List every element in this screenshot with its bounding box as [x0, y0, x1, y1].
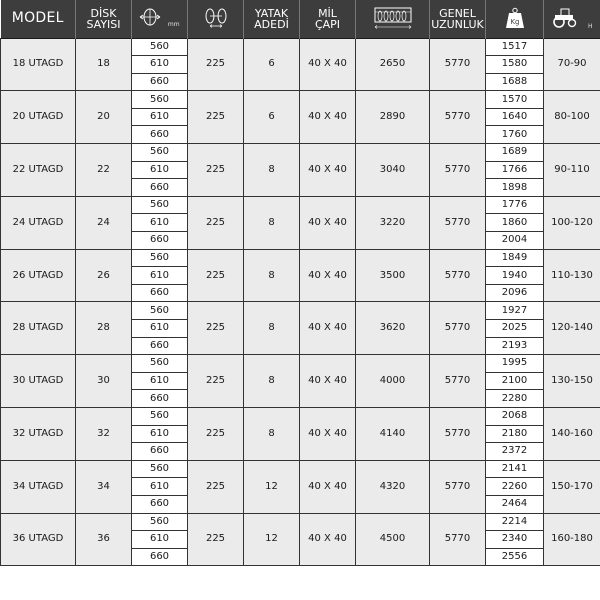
diameter-cell: 560: [132, 513, 188, 531]
diameter-cell: 660: [132, 284, 188, 302]
bearing-count-cell: 8: [244, 407, 300, 460]
diameter-cell: 660: [132, 232, 188, 250]
weight-cell: 2141: [486, 460, 544, 478]
length-cell: 5770: [430, 513, 486, 566]
header-length-line1: GENEL: [439, 6, 476, 20]
shaft-cell: 40 X 40: [300, 407, 356, 460]
spacing-cell: 225: [188, 91, 244, 144]
power-cell: 150-170: [544, 460, 600, 513]
bearing-count-cell: 6: [244, 38, 300, 91]
weight-cell: 2260: [486, 478, 544, 496]
disk-count-cell: 34: [76, 460, 132, 513]
model-cell: 24 UTAGD: [1, 196, 76, 249]
header-power: [544, 0, 600, 38]
header-bearing-line2: ADEDİ: [254, 17, 289, 31]
table-row: [1, 407, 600, 425]
header-disk-count-line2: SAYISI: [86, 17, 121, 31]
disk-count-cell: 18: [76, 38, 132, 91]
diameter-cell: 610: [132, 214, 188, 232]
header-bearing-line1: YATAK: [254, 6, 289, 20]
width-cell: 3220: [356, 196, 430, 249]
diameter-cell: 560: [132, 144, 188, 162]
header-disk-count: [76, 0, 132, 38]
spacing-cell: 225: [188, 302, 244, 355]
diameter-cell: 560: [132, 355, 188, 373]
table-row: [1, 249, 600, 267]
diameter-cell: 560: [132, 249, 188, 267]
disk-count-cell: 32: [76, 407, 132, 460]
model-cell: 20 UTAGD: [1, 91, 76, 144]
length-cell: 5770: [430, 460, 486, 513]
diameter-unit: mm: [167, 20, 180, 28]
width-cell: 2650: [356, 38, 430, 91]
spec-body: [1, 38, 600, 566]
bearing-count-cell: 8: [244, 249, 300, 302]
shaft-cell: 40 X 40: [300, 460, 356, 513]
header-weight: [486, 0, 544, 38]
model-cell: 36 UTAGD: [1, 513, 76, 566]
weight-cell: 1640: [486, 108, 544, 126]
weight-cell: 2193: [486, 337, 544, 355]
weight-icon: [505, 7, 525, 29]
length-cell: 5770: [430, 355, 486, 408]
length-cell: 5770: [430, 196, 486, 249]
spacing-cell: 225: [188, 249, 244, 302]
model-cell: 26 UTAGD: [1, 249, 76, 302]
spacing-cell: 225: [188, 513, 244, 566]
weight-cell: 1860: [486, 214, 544, 232]
header-disk-count-line1: DİSK: [90, 6, 117, 20]
svg-text:Kg: Kg: [509, 17, 520, 26]
header-total-length: [430, 0, 486, 38]
weight-cell: 1570: [486, 91, 544, 109]
disk-count-cell: 22: [76, 144, 132, 197]
width-cell: 4140: [356, 407, 430, 460]
power-cell: 110-130: [544, 249, 600, 302]
spacing-cell: 225: [188, 460, 244, 513]
model-cell: 28 UTAGD: [1, 302, 76, 355]
weight-cell: 1776: [486, 196, 544, 214]
power-cell: 90-110: [544, 144, 600, 197]
disk-count-cell: 36: [76, 513, 132, 566]
bearing-count-cell: 12: [244, 513, 300, 566]
table-row: [1, 196, 600, 214]
bearing-count-cell: 8: [244, 196, 300, 249]
disc-diameter-icon: [139, 8, 161, 26]
weight-cell: 2372: [486, 443, 544, 461]
weight-cell: 2004: [486, 232, 544, 250]
length-cell: 5770: [430, 302, 486, 355]
bearing-count-cell: 8: [244, 144, 300, 197]
shaft-cell: 40 X 40: [300, 249, 356, 302]
weight-cell: 1517: [486, 38, 544, 56]
shaft-cell: 40 X 40: [300, 513, 356, 566]
power-cell: 160-180: [544, 513, 600, 566]
weight-cell: 2096: [486, 284, 544, 302]
weight-cell: 2068: [486, 407, 544, 425]
diameter-cell: 560: [132, 407, 188, 425]
bearing-count-cell: 12: [244, 460, 300, 513]
table-row: [1, 355, 600, 373]
tractor-icon: [551, 6, 581, 28]
shaft-cell: 40 X 40: [300, 302, 356, 355]
power-unit: H: [587, 22, 593, 30]
weight-cell: 1927: [486, 302, 544, 320]
width-cell: 3620: [356, 302, 430, 355]
harrow-width-icon: [371, 5, 415, 31]
power-cell: 100-120: [544, 196, 600, 249]
diameter-cell: 660: [132, 548, 188, 566]
diameter-cell: 560: [132, 91, 188, 109]
weight-cell: 1898: [486, 179, 544, 197]
length-cell: 5770: [430, 38, 486, 91]
table-row: [1, 513, 600, 531]
bearing-count-cell: 6: [244, 91, 300, 144]
header-width: [356, 0, 430, 38]
diameter-cell: 660: [132, 73, 188, 91]
spacing-cell: 225: [188, 355, 244, 408]
header-bearing-count: [244, 0, 300, 38]
length-cell: 5770: [430, 407, 486, 460]
bearing-count-cell: 8: [244, 302, 300, 355]
diameter-cell: 560: [132, 38, 188, 56]
diameter-cell: 610: [132, 161, 188, 179]
power-cell: 70-90: [544, 38, 600, 91]
width-cell: 4320: [356, 460, 430, 513]
header-diameter: [132, 0, 188, 38]
bearing-count-cell: 8: [244, 355, 300, 408]
weight-cell: 1940: [486, 267, 544, 285]
weight-cell: 1688: [486, 73, 544, 91]
width-cell: 2890: [356, 91, 430, 144]
header-model: MODEL: [1, 0, 76, 38]
shaft-cell: 40 X 40: [300, 38, 356, 91]
diameter-cell: 660: [132, 337, 188, 355]
diameter-cell: 610: [132, 425, 188, 443]
diameter-cell: 610: [132, 372, 188, 390]
spacing-cell: 225: [188, 38, 244, 91]
weight-cell: 1580: [486, 56, 544, 74]
spacing-cell: 225: [188, 407, 244, 460]
shaft-cell: 40 X 40: [300, 144, 356, 197]
width-cell: 3040: [356, 144, 430, 197]
shaft-cell: 40 X 40: [300, 91, 356, 144]
model-cell: 32 UTAGD: [1, 407, 76, 460]
header-length-line2: UZUNLUK: [431, 17, 484, 31]
header-row: [1, 0, 600, 38]
disk-count-cell: 20: [76, 91, 132, 144]
width-cell: 4000: [356, 355, 430, 408]
weight-cell: 2100: [486, 372, 544, 390]
header-shaft-line1: MİL: [318, 6, 337, 20]
diameter-cell: 610: [132, 531, 188, 549]
shaft-cell: 40 X 40: [300, 196, 356, 249]
disk-count-cell: 26: [76, 249, 132, 302]
table-row: [1, 38, 600, 56]
weight-cell: 1849: [486, 249, 544, 267]
disk-count-cell: 28: [76, 302, 132, 355]
shaft-cell: 40 X 40: [300, 355, 356, 408]
diameter-cell: 610: [132, 267, 188, 285]
diameter-cell: 560: [132, 196, 188, 214]
header-shaft: [300, 0, 356, 38]
weight-cell: 1689: [486, 144, 544, 162]
weight-cell: 2340: [486, 531, 544, 549]
diameter-cell: 560: [132, 460, 188, 478]
weight-cell: 2214: [486, 513, 544, 531]
header-spacing: [188, 0, 244, 38]
length-cell: 5770: [430, 91, 486, 144]
table-row: [1, 302, 600, 320]
diameter-cell: 610: [132, 320, 188, 338]
power-cell: 80-100: [544, 91, 600, 144]
model-cell: 30 UTAGD: [1, 355, 76, 408]
disc-spacing-icon: [202, 7, 230, 29]
diameter-cell: 660: [132, 126, 188, 144]
weight-cell: 2180: [486, 425, 544, 443]
diameter-cell: 660: [132, 179, 188, 197]
power-cell: 130-150: [544, 355, 600, 408]
diameter-cell: 560: [132, 302, 188, 320]
width-cell: 3500: [356, 249, 430, 302]
model-cell: 18 UTAGD: [1, 38, 76, 91]
header-shaft-line2: ÇAPI: [314, 17, 341, 31]
disk-count-cell: 24: [76, 196, 132, 249]
diameter-cell: 660: [132, 390, 188, 408]
weight-cell: 2464: [486, 495, 544, 513]
diameter-cell: 610: [132, 56, 188, 74]
diameter-cell: 610: [132, 108, 188, 126]
table-row: [1, 91, 600, 109]
table-row: [1, 144, 600, 162]
width-cell: 4500: [356, 513, 430, 566]
spacing-cell: 225: [188, 144, 244, 197]
weight-cell: 1995: [486, 355, 544, 373]
spacing-cell: 225: [188, 196, 244, 249]
weight-cell: 2556: [486, 548, 544, 566]
disk-count-cell: 30: [76, 355, 132, 408]
power-cell: 140-160: [544, 407, 600, 460]
weight-cell: 2280: [486, 390, 544, 408]
length-cell: 5770: [430, 249, 486, 302]
diameter-cell: 610: [132, 478, 188, 496]
weight-cell: 2025: [486, 320, 544, 338]
power-cell: 120-140: [544, 302, 600, 355]
diameter-cell: 660: [132, 443, 188, 461]
weight-cell: 1766: [486, 161, 544, 179]
model-cell: 34 UTAGD: [1, 460, 76, 513]
table-row: [1, 460, 600, 478]
diameter-cell: 660: [132, 495, 188, 513]
model-cell: 22 UTAGD: [1, 144, 76, 197]
weight-cell: 1760: [486, 126, 544, 144]
length-cell: 5770: [430, 144, 486, 197]
